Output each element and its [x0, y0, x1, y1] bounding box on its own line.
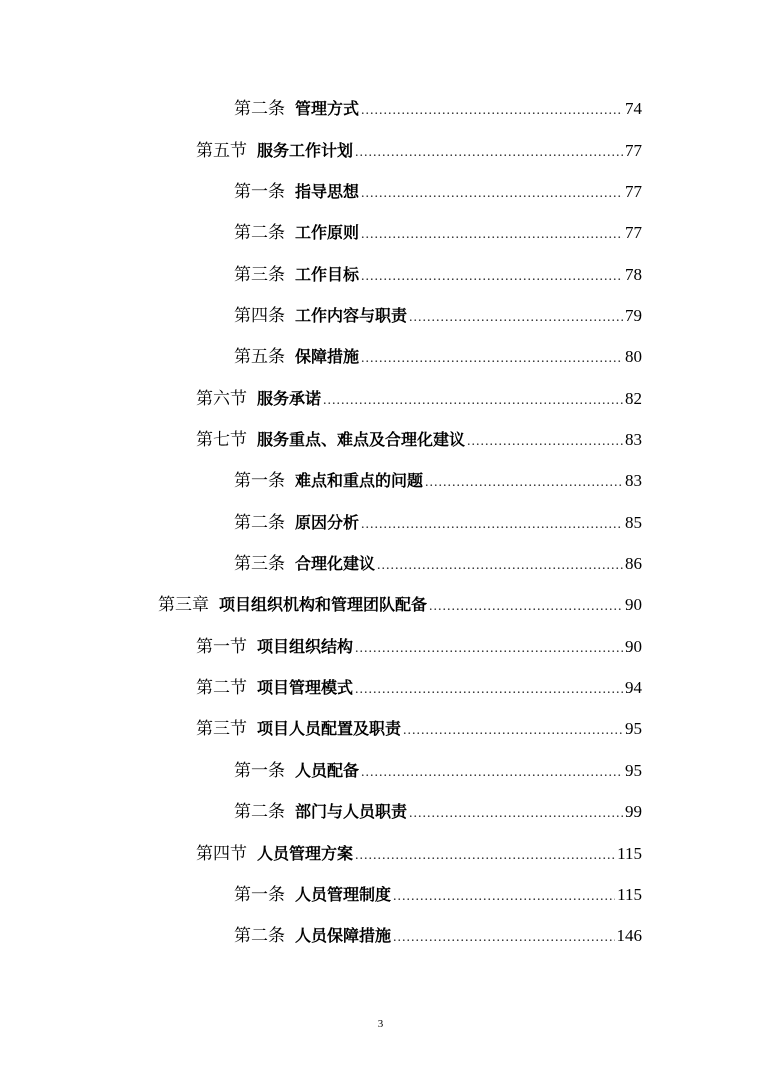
toc-entry-title: 人员配备 [295, 761, 360, 780]
toc-dot-leader [361, 96, 623, 126]
toc-entry-page: 99 [625, 802, 642, 821]
toc-entry-page: 95 [625, 719, 642, 738]
toc-entry[interactable] [196, 839, 642, 869]
toc-dot-leader [403, 716, 623, 746]
toc-entry[interactable] [196, 136, 642, 166]
toc-entry-page: 115 [617, 844, 642, 863]
toc-entry-title: 工作内容与职责 [295, 306, 408, 325]
toc-entry-title: 工作目标 [295, 265, 360, 284]
toc-entry[interactable] [234, 260, 642, 290]
toc-entry-title: 项目组织机构和管理团队配备 [219, 595, 428, 614]
toc-entry-page: 80 [625, 347, 642, 366]
toc-entry-page: 77 [625, 182, 642, 201]
toc-entry-title: 合理化建议 [295, 554, 376, 573]
toc-entry-title: 工作原则 [295, 223, 360, 242]
toc-entry-title: 部门与人员职责 [295, 802, 408, 821]
toc-entry-title: 管理方式 [295, 99, 360, 118]
toc-entry-title: 服务工作计划 [257, 141, 354, 160]
toc-entry[interactable] [158, 590, 642, 620]
toc-dot-leader [409, 303, 623, 333]
toc-entry-page: 74 [625, 99, 642, 118]
toc-dot-leader [393, 923, 614, 953]
toc-entry-title: 服务承诺 [257, 389, 322, 408]
toc-entry[interactable] [234, 756, 642, 786]
toc-entry-page: 78 [625, 265, 642, 284]
toc-entry-number: 第一条 [234, 761, 285, 781]
toc-dot-leader [377, 551, 623, 581]
toc-entry[interactable] [234, 177, 642, 207]
toc-entry[interactable] [234, 342, 642, 372]
toc-entry[interactable] [196, 673, 642, 703]
toc-entry-title: 指导思想 [295, 182, 360, 201]
toc-entry[interactable] [196, 714, 642, 744]
toc-entry-number: 第三章 [158, 595, 209, 615]
toc-entry-page: 77 [625, 223, 642, 242]
toc-entry-number: 第二节 [196, 678, 247, 698]
toc-entry[interactable] [234, 797, 642, 827]
toc-dot-leader [425, 468, 623, 498]
toc-entry-title: 难点和重点的问题 [295, 471, 424, 490]
toc-entry-number: 第六节 [196, 389, 247, 409]
toc-entry-number: 第三条 [234, 265, 285, 285]
toc-entry-page: 115 [617, 885, 642, 904]
page-number: 3 [377, 1018, 384, 1030]
toc-dot-leader [355, 634, 623, 664]
toc-dot-leader [355, 138, 623, 168]
toc-entry-title: 项目组织结构 [257, 637, 354, 656]
toc-entry[interactable] [196, 632, 642, 662]
toc-entry-number: 第二条 [234, 513, 285, 533]
toc-entry-title: 项目管理模式 [257, 678, 354, 697]
toc-dot-leader [355, 841, 615, 871]
toc-entry[interactable] [234, 301, 642, 331]
toc-entry[interactable] [196, 384, 642, 414]
toc-entry-number: 第三条 [234, 554, 285, 574]
toc-entry-number: 第一节 [196, 637, 247, 657]
toc-entry-page: 95 [625, 761, 642, 780]
toc-entry[interactable] [234, 921, 642, 951]
toc-entry-number: 第四节 [196, 844, 247, 864]
toc-dot-leader [361, 179, 623, 209]
toc-entry-number: 第二条 [234, 99, 285, 119]
toc-entry-title: 服务重点、难点及合理化建议 [257, 430, 466, 449]
toc-entry-title: 原因分析 [295, 513, 360, 532]
toc-entry-number: 第五条 [234, 347, 285, 367]
toc-dot-leader [467, 427, 623, 457]
toc-entry-page: 79 [625, 306, 642, 325]
toc-entry-title: 项目人员配置及职责 [257, 719, 402, 738]
toc-entry-number: 第二条 [234, 926, 285, 946]
toc-entry-number: 第一条 [234, 182, 285, 202]
toc-entry-page: 83 [625, 471, 642, 490]
toc-dot-leader [393, 882, 615, 912]
toc-dot-leader [409, 799, 623, 829]
toc-entry-page: 90 [625, 595, 642, 614]
toc-entry-number: 第四条 [234, 306, 285, 326]
toc-entry-title: 人员保障措施 [295, 926, 392, 945]
toc-entry-page: 90 [625, 637, 642, 656]
toc-entry[interactable] [234, 466, 642, 496]
toc-entry[interactable] [234, 94, 642, 124]
toc-dot-leader [361, 344, 623, 374]
toc-entry[interactable] [196, 425, 642, 455]
toc-dot-leader [361, 510, 623, 540]
toc-entry-page: 85 [625, 513, 642, 532]
toc-entry-page: 146 [616, 926, 642, 945]
toc-entry-title: 人员管理制度 [295, 885, 392, 904]
toc-entry[interactable] [234, 549, 642, 579]
toc-entry[interactable] [234, 508, 642, 538]
toc-dot-leader [361, 262, 623, 292]
toc-dot-leader [361, 220, 623, 250]
toc-entry-number: 第二条 [234, 223, 285, 243]
toc-entry-page: 94 [625, 678, 642, 697]
toc-dot-leader [361, 758, 623, 788]
toc-entry-title: 保障措施 [295, 347, 360, 366]
toc-dot-leader [355, 675, 623, 705]
toc-entry-number: 第五节 [196, 141, 247, 161]
toc-entry-number: 第一条 [234, 885, 285, 905]
toc-entry-page: 86 [625, 554, 642, 573]
toc-entry-number: 第一条 [234, 471, 285, 491]
toc-dot-leader [323, 386, 623, 416]
toc-entry-number: 第七节 [196, 430, 247, 450]
toc-entry-page: 77 [625, 141, 642, 160]
toc-dot-leader [429, 592, 623, 622]
toc-entry-number: 第三节 [196, 719, 247, 739]
toc-entry[interactable] [234, 880, 642, 910]
toc-entry-page: 83 [625, 430, 642, 449]
toc-entry-number: 第二条 [234, 802, 285, 822]
toc-entry-title: 人员管理方案 [257, 844, 354, 863]
toc-entry-page: 82 [625, 389, 642, 408]
toc-entry[interactable] [234, 218, 642, 248]
